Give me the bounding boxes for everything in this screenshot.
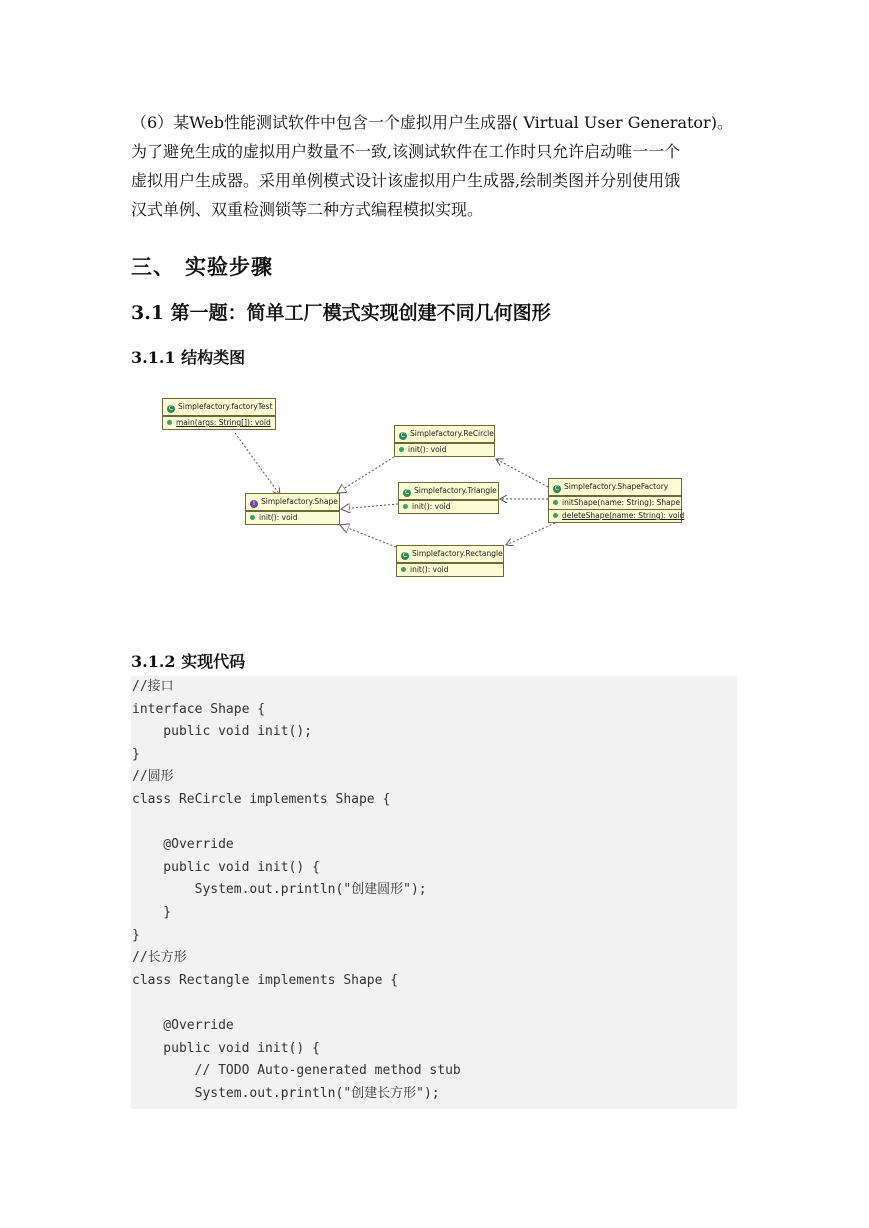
class-box-triangle — [398, 482, 499, 514]
structure-diagram-heading: 3.1.1 结构类图 — [131, 348, 246, 367]
class-icon: C — [400, 432, 406, 439]
method-signature: init(): void — [259, 513, 298, 522]
code-line: interface Shape { — [132, 701, 266, 717]
realization-line — [341, 504, 398, 509]
code-line: public void init() { — [132, 859, 320, 875]
code-line: @Override — [132, 837, 234, 853]
realization-line — [340, 525, 396, 547]
class-icon: C — [402, 552, 408, 559]
code-heading: 3.1.2 实现代码 — [131, 652, 246, 671]
method-signature: main(args: String[]): void — [176, 418, 271, 427]
class-name: Simplefactory.factoryTest — [178, 402, 273, 411]
class-name: Simplefactory.Triangle — [414, 486, 497, 495]
section-number: 三、 — [131, 254, 175, 279]
realization-line — [337, 457, 394, 493]
code-line: class ReCircle implements Shape { — [132, 791, 391, 807]
public-method-icon — [401, 567, 406, 572]
interface-box-shape — [245, 493, 340, 525]
intro-line: 为了避免生成的虚拟用户数量不一致,该测试软件在工作时只允许启动唯一一个 — [131, 142, 681, 161]
section-heading — [131, 251, 273, 281]
public-method-icon — [553, 513, 558, 518]
dependency-line — [496, 459, 548, 487]
uml-class-diagram — [160, 395, 690, 585]
intro-line: 汉式单例、双重检测锁等二种方式编程模拟实现。 — [131, 200, 484, 219]
code-line: // TODO Auto-generated method stub — [132, 1063, 461, 1079]
public-method-icon — [553, 500, 558, 505]
dependency-line — [506, 523, 555, 545]
class-icon: C — [404, 489, 410, 496]
method-signature: init(): void — [412, 502, 451, 511]
code-line: //接口 — [132, 679, 174, 694]
code-line — [131, 992, 737, 1015]
interface-icon: I — [250, 500, 258, 508]
code-line: class Rectangle implements Shape { — [132, 972, 399, 988]
code-line: } — [132, 927, 140, 943]
class-box-shape-factory — [548, 478, 685, 523]
code-line: } — [132, 904, 172, 920]
code-line: } — [132, 746, 140, 762]
class-name: Simplefactory.ShapeFactory — [564, 482, 669, 491]
public-method-icon — [399, 447, 404, 452]
method-signature: init(): void — [410, 565, 449, 574]
code-line: System.out.println("创建长方形"); — [132, 1085, 440, 1101]
method-signature: initShape(name: String): Shape — [562, 498, 681, 507]
intro-paragraph — [131, 108, 741, 224]
public-method-icon — [167, 420, 172, 425]
code-block — [131, 676, 737, 1109]
intro-line: 虚拟用户生成器。采用单例模式设计该虚拟用户生成器,绘制类图并分别使用饿 — [131, 171, 681, 190]
code-line — [131, 812, 737, 835]
public-method-icon — [250, 515, 255, 520]
class-box-recircle — [394, 425, 495, 457]
method-signature: deleteShape(name: String): void — [562, 511, 685, 520]
section-title: 实验步骤 — [185, 254, 273, 279]
code-line: //圆形 — [132, 769, 174, 785]
class-name: Simplefactory.ReCircle — [410, 429, 494, 438]
class-name: Simplefactory.Rectangle — [412, 549, 503, 558]
code-line: public void init(); — [132, 724, 313, 740]
class-name: Simplefactory.Shape — [261, 497, 338, 506]
dependency-line — [235, 433, 280, 495]
class-box-factory-test — [162, 398, 276, 430]
class-icon: C — [554, 485, 560, 492]
intro-line: （6）某Web性能测试软件中包含一个虚拟用户生成器( Virtual User Generator)。 — [131, 113, 733, 132]
code-line: public void init() { — [132, 1040, 320, 1056]
code-line: //长方形 — [132, 950, 187, 966]
public-method-icon — [403, 504, 408, 509]
class-box-rectangle — [396, 545, 504, 577]
class-icon: C — [168, 405, 174, 412]
method-signature: init(): void — [408, 445, 447, 454]
code-line: @Override — [132, 1017, 234, 1033]
subsection-heading: 3.1 第一题：简单工厂模式实现创建不同几何图形 — [131, 302, 551, 324]
code-line: System.out.println("创建圆形"); — [132, 882, 427, 898]
